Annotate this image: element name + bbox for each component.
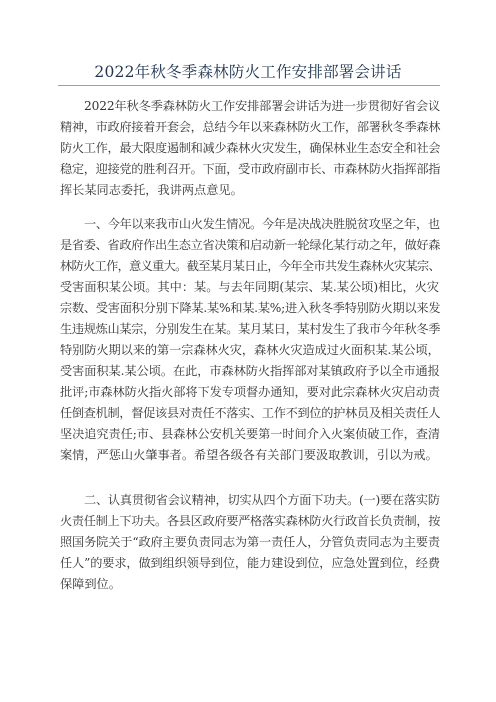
paragraph-line: 任倒查机制，督促该县对责任不落实、工作不到位的护林员及相关责任人: [60, 406, 441, 420]
paragraph-fire-situation: [60, 214, 440, 466]
paragraph-line: 任人”的要求，做到组织领导到位，能力建设到位，应急处置到位，经费: [60, 556, 440, 570]
title-divider: [58, 85, 440, 86]
paragraph-line: 受害面积某.某公顷。在此，市森林防火指挥部对某镇政府予以全市通报: [60, 364, 440, 378]
paragraph-line: 坚决追究责任;市、县森林公安机关要第一时间介入火案侦破工作，查清: [60, 427, 440, 441]
paragraph-line: 精神，市政府接着开套会，总结今年以来森林防火工作，部署秋冬季森林: [60, 120, 441, 134]
paragraph-line: 批评;市森林防火指火部将下发专项督办通知，要对此宗森林火灾启动责: [60, 385, 440, 399]
paragraph-line: 二、认真贯彻省会议精神，切实从四个方面下功夫。(一)要在落实防: [84, 493, 440, 507]
paragraph-line: 一、今年以来我市山火发生情况。今年是决战决胜脱贫攻坚之年，也: [84, 217, 440, 231]
paragraph-line: 火责任制上下功夫。各县区政府要严格落实森林防火行政首长负责制，按: [60, 514, 441, 528]
paragraph-line: 保障到位。: [60, 577, 121, 591]
paragraph-line: 特别防火期以来的第一宗森林火灾，森林火灾造成过火面积某.某公顷，: [60, 343, 440, 357]
paragraph-line: 照国务院关于“政府主要负责同志为第一责任人，分管负责同志为主要责: [60, 535, 440, 549]
paragraph-line: 宗数、受害面积分别下降某.某%和某.某%;进入秋冬季特别防火期以来发: [60, 301, 441, 315]
paragraph-line: 挥长某同志委托，我讲两点意见。: [60, 183, 243, 197]
paragraph-line: 稳定，迎接党的胜利召开。下面，受市政府副市长、市森林防火指挥部指: [60, 162, 441, 176]
paragraph-line: 受害面积某公顷。其中：某。与去年同期(某宗、某.某公顷)相比，火灾: [60, 280, 440, 294]
paragraph-line: 生违规炼山某宗，分别发生在某。某月某日，某村发生了我市今年秋冬季: [60, 322, 441, 336]
paragraph-line: 是省委、省政府作出生态立省决策和启动新一轮绿化某行动之年，做好森: [60, 238, 441, 252]
paragraph-four-aspects: [60, 490, 440, 595]
paragraph-line: 2022年秋冬季森林防火工作安排部署会讲话为进一步贯彻好省会议: [84, 99, 441, 113]
paragraph-line: 林防火工作，意义重大。截至某月某日止，今年全市共发生森林火灾某宗、: [60, 259, 441, 273]
document-title: 2022年秋冬季森林防火工作安排部署会讲话: [94, 63, 402, 81]
paragraph-intro: [60, 96, 440, 201]
paragraph-line: 案情，严惩山火肇事者。希望各级各有关部门要汲取教训，引以为戒。: [60, 448, 438, 462]
paragraph-line: 防火工作，最大限度遏制和减少森林火灾发生，确保林业生态安全和社会: [60, 141, 441, 155]
